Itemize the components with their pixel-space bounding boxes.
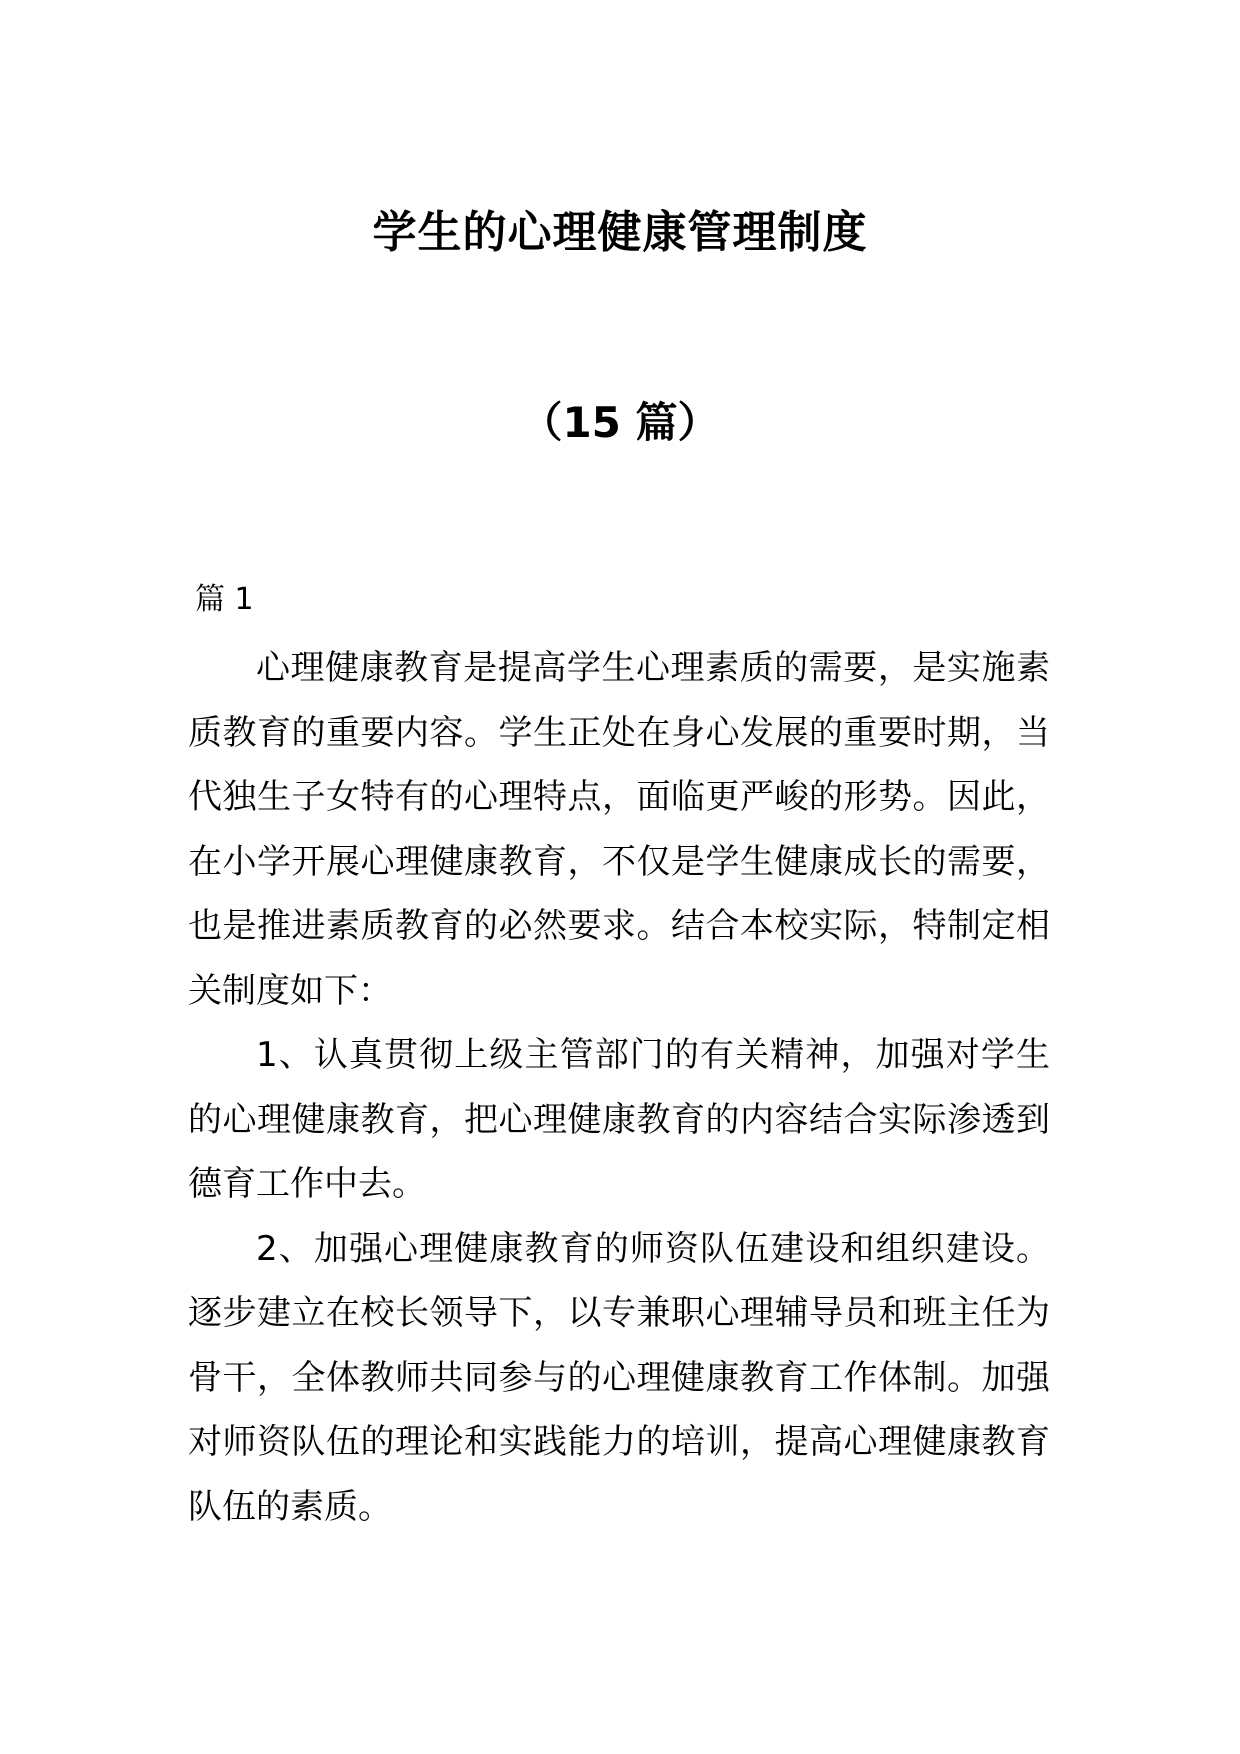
- body-paragraph-item-2: 2、加强心理健康教育的师资队伍建设和组织建设。逐步建立在校长领导下，以专兼职心理辅导员和班主任为骨干，全体教师共同参与的心理健康教育工作体制。加强对师资队伍的理论和实践能力的培训，提高心理健康教育队伍的素质。: [188, 1228, 1050, 1527]
- body-paragraph-item-1: 1、认真贯彻上级主管部门的有关精神，加强对学生的心理健康教育，把心理健康教育的内容结合实际渗透到德育工作中去。: [188, 1035, 1050, 1204]
- document-subtitle: （15 篇）: [520, 398, 720, 447]
- section-label: 篇 1: [195, 582, 254, 617]
- body-paragraph-intro: 心理健康教育是提高学生心理素质的需要，是实施素质教育的重要内容。学生正处在身心发展的重要时期，当代独生子女特有的心理特点，面临更严峻的形势。因此，在小学开展心理健康教育，不仅是学生健康成长的需要，也是推进素质教育的必然要求。结合本校实际，特制定相关制度如下：: [188, 648, 1050, 1011]
- document-body: [188, 636, 1050, 1539]
- document-title: 学生的心理健康管理制度: [372, 207, 868, 258]
